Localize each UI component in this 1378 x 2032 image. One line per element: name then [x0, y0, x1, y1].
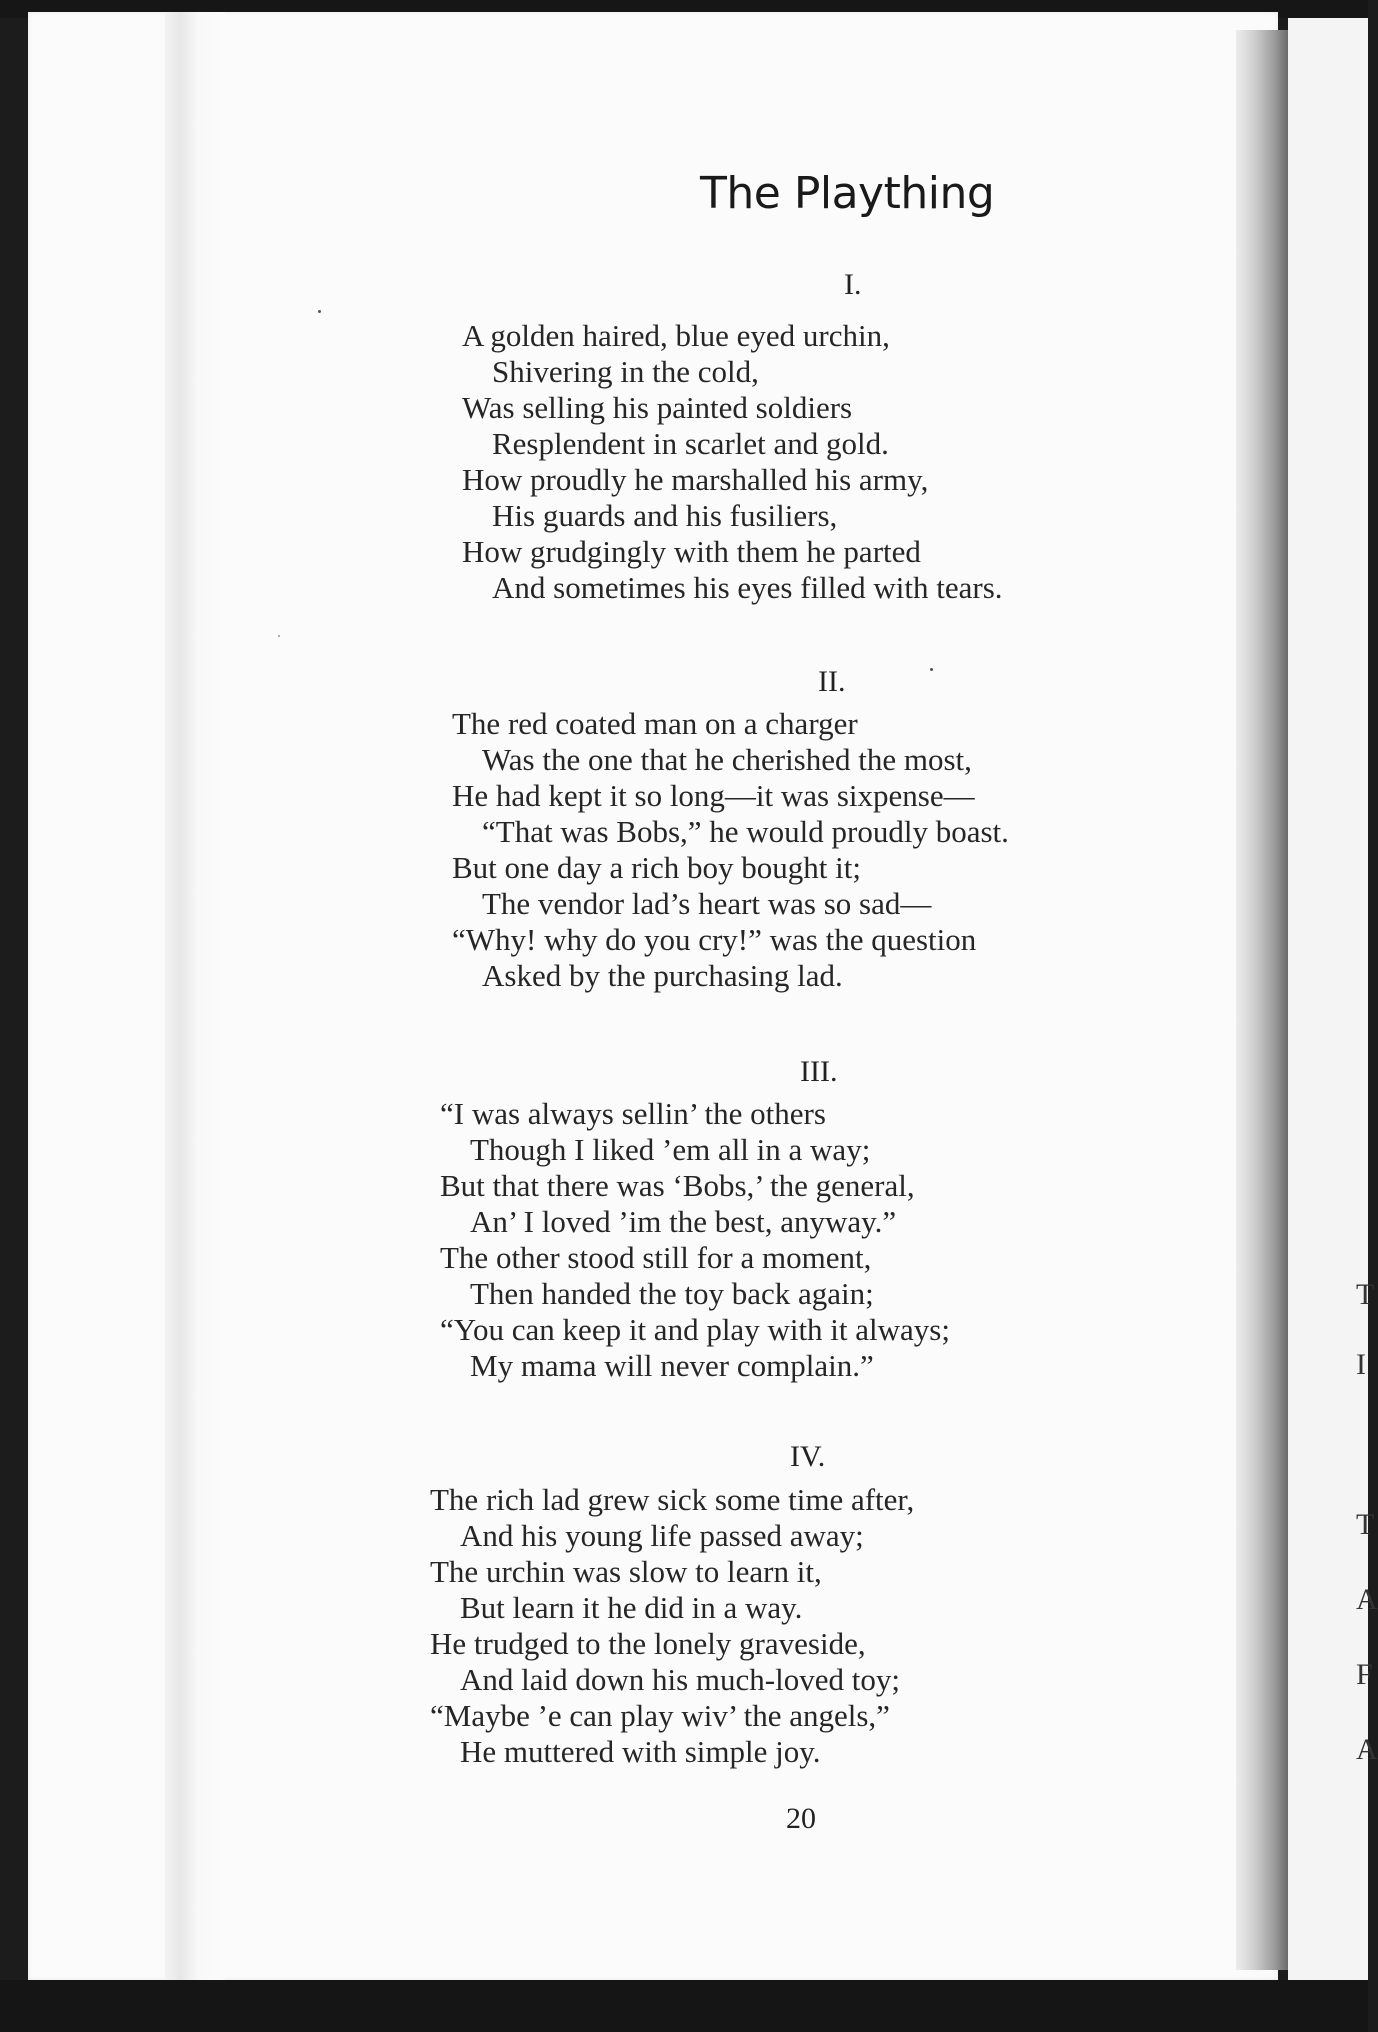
dust-speck [318, 310, 321, 313]
verse-line: Asked by the purchasing lad. [482, 958, 843, 993]
stanza-numeral: III. [800, 1055, 838, 1088]
verse-line: How proudly he marshalled his army, [462, 462, 929, 497]
verse-line: But that there was ‘Bobs,’ the general, [440, 1168, 915, 1203]
page-gutter [165, 12, 225, 1980]
verse-line: But learn it he did in a way. [460, 1590, 803, 1625]
page-number: 20 [786, 1802, 816, 1835]
poem-title: The Plaything [700, 168, 995, 219]
verse-line: How grudgingly with them he parted [462, 534, 921, 569]
dust-speck [278, 635, 280, 637]
verse-line: Though I liked ’em all in a way; [470, 1132, 871, 1167]
adjacent-page-letter: T [1356, 1508, 1375, 1541]
verse-line: The red coated man on a charger [452, 706, 858, 741]
verse-line: “I was always sellin’ the others [440, 1096, 826, 1131]
adjacent-page [1288, 18, 1378, 1980]
stanza-numeral: I. [844, 268, 862, 301]
adjacent-page-letter: T [1356, 1278, 1375, 1311]
verse-line: Was the one that he cherished the most, [482, 742, 972, 777]
verse-line: “You can keep it and play with it always; [440, 1312, 950, 1347]
verse-line: He had kept it so long—it was sixpense— [452, 778, 975, 813]
verse-line: A golden haired, blue eyed urchin, [462, 318, 890, 353]
verse-line: And sometimes his eyes filled with tears. [492, 570, 1003, 605]
verse-line: But one day a rich boy bought it; [452, 850, 861, 885]
verse-line: And laid down his much-loved toy; [460, 1662, 900, 1697]
verse-line: The vendor lad’s heart was so sad— [482, 886, 932, 921]
verse-line: “Why! why do you cry!” was the question [452, 922, 977, 957]
adjacent-page-letter: A [1356, 1583, 1378, 1616]
verse-line: “Maybe ’e can play wiv’ the angels,” [430, 1698, 890, 1733]
verse-line: He muttered with simple joy. [460, 1734, 821, 1769]
verse-line: “That was Bobs,” he would proudly boast. [482, 814, 1009, 849]
verse-line: The rich lad grew sick some time after, [430, 1482, 915, 1517]
verse-line: My mama will never complain.” [470, 1348, 874, 1383]
stanza-2 [452, 706, 1009, 994]
verse-line: Then handed the toy back again; [470, 1276, 874, 1311]
scan-bottom-border [0, 1980, 1368, 2032]
stanza-4 [430, 1482, 914, 1770]
verse-line: Resplendent in scarlet and gold. [492, 426, 889, 461]
adjacent-page-letter: F [1356, 1658, 1373, 1691]
verse-line: And his young life passed away; [460, 1518, 864, 1553]
verse-line: He trudged to the lonely graveside, [430, 1626, 866, 1661]
stanza-3 [440, 1096, 950, 1384]
stanza-numeral: II. [818, 665, 846, 698]
verse-line: Shivering in the cold, [492, 354, 759, 389]
dust-speck [930, 668, 933, 671]
verse-line: The other stood still for a moment, [440, 1240, 872, 1275]
verse-line: An’ I loved ’im the best, anyway.” [470, 1204, 897, 1239]
adjacent-page-letter: A [1356, 1733, 1378, 1766]
verse-line: Was selling his painted soldiers [462, 390, 853, 425]
page-edge-shadow [1236, 30, 1288, 1970]
verse-line: His guards and his fusiliers, [492, 498, 838, 533]
stanza-numeral: IV. [790, 1440, 826, 1473]
adjacent-page-letter: I [1356, 1348, 1366, 1381]
verse-line: The urchin was slow to learn it, [430, 1554, 822, 1589]
stanza-1 [462, 318, 1003, 606]
